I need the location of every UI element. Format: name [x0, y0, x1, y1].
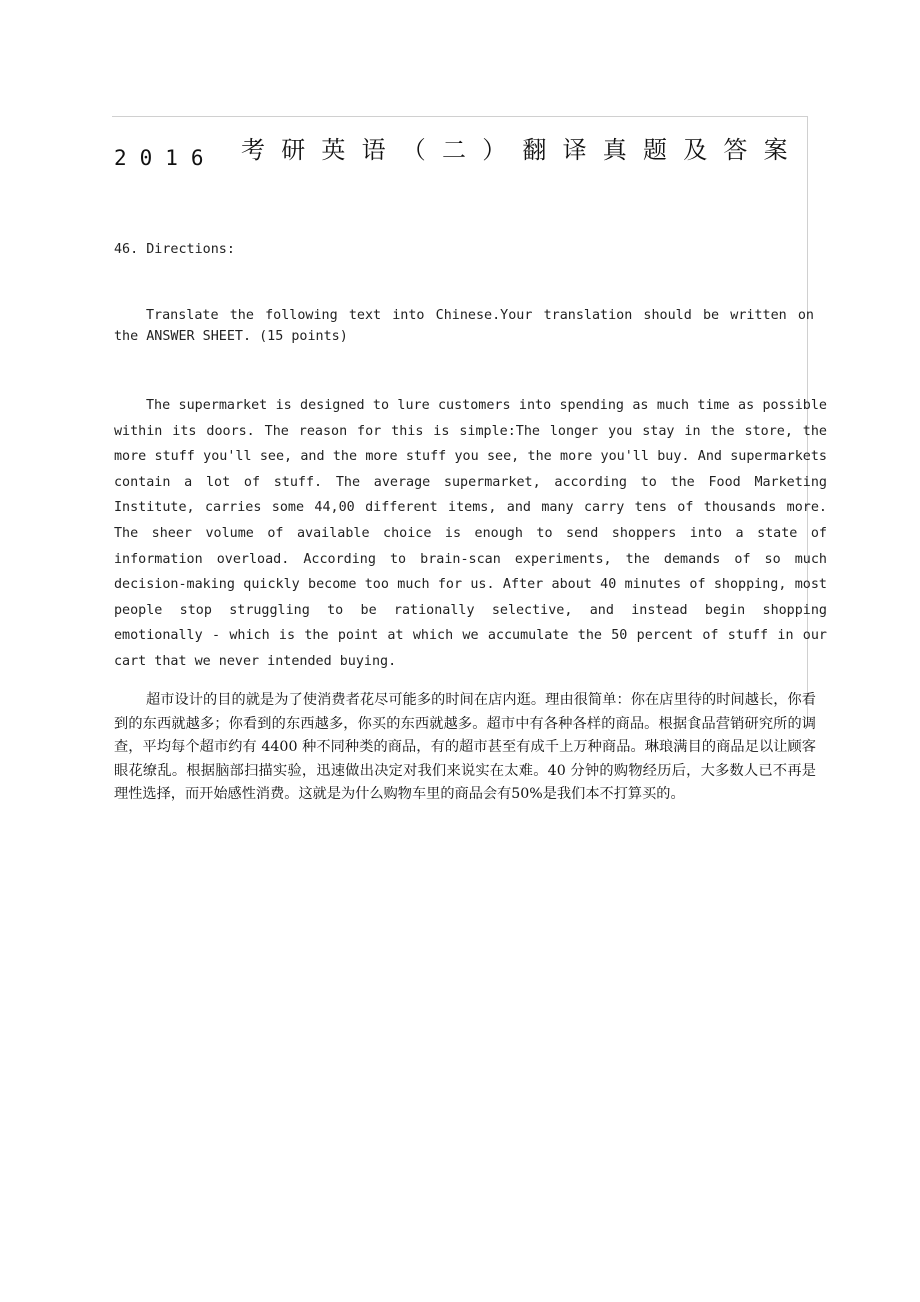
title-year: 2016	[114, 146, 217, 170]
instruction-paragraph: Translate the following text into Chinese.Your translation should be written on the ANSWER SHEET. (15 points)	[114, 308, 814, 344]
page-frame-top-border	[112, 116, 808, 117]
directions-heading: 46. Directions:	[114, 242, 235, 257]
page-title	[114, 130, 804, 174]
chinese-translation: 超市设计的目的就是为了使消费者花尽可能多的时间在店内逛。理由很简单：你在店里待的时间越长，你看到的东西就越多；你看到的东西越多，你买的东西就越多。超市中有各种各样的商品。根据食品营销研究所的调查，平均每个超市约有 4400 种不同种类的商品，有的超市甚至有成千上万种商品。琳琅满目的商品足以让顾客眼花缭乱。根据脑部扫描实验，迅速做出决定对我们来说实在太难。40 分钟的购物经历后，大多数人已不再是理性选择，而开始感性消费。这就是为什么购物车里的商品会有50%是我们本不打算买的。	[114, 692, 816, 803]
title-text: 考研英语（二）翻译真题及答案	[241, 136, 804, 164]
english-passage: The supermarket is designed to lure customers into spending as much time as possible within its doors. The reason for this is simple:The longer you stay in the store, the more stuff you'll see, and the more stuff you see, the more you'll buy. And supermarkets contain a lot of stuff. The average supermarket, according to the Food Marketing Institute, carries some 44,00 different items, and many carry tens of thousands more. The sheer volume of available choice is enough to send shoppers into a state of information overload. According to brain-scan experiments, the demands of so much decision-making quickly become too much for us. After about 40 minutes of shopping, most people stop struggling to be rationally selective, and instead begin shopping emotionally - which is the point at which we accumulate the 50 percent of stuff in our cart that we never intended buying.	[114, 398, 827, 669]
